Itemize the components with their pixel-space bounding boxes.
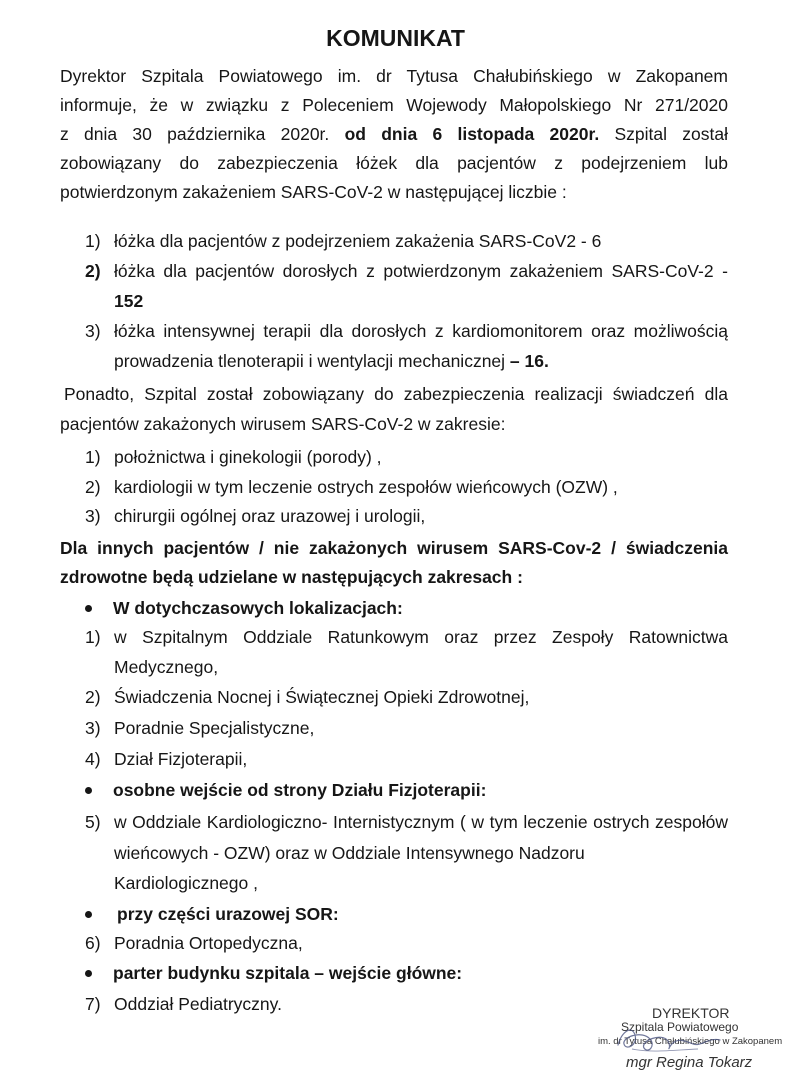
list-number: 2) xyxy=(85,687,101,707)
heading-text: przy części urazowej SOR: xyxy=(117,904,339,924)
stamp-name: mgr Regina Tokarz xyxy=(626,1054,753,1071)
page-title: KOMUNIKAT xyxy=(326,25,465,51)
heading-text: osobne wejście od strony Działu Fizjoterapii: xyxy=(113,780,487,800)
scope-intro-line: pacjentów zakażonych wirusem SARS-CoV-2 w zakresie: xyxy=(60,414,506,434)
stamp-title: DYREKTOR xyxy=(652,1005,730,1021)
bullet-icon xyxy=(85,787,92,794)
list-row xyxy=(0,932,791,954)
intro-text: z dnia 30 października 2020r. xyxy=(60,124,330,144)
list-text: kardiologii w tym leczenie ostrych zespołów wieńcowych (OZW) , xyxy=(114,477,618,497)
handwritten-signature xyxy=(612,1019,728,1061)
list-number: 2) xyxy=(85,261,101,281)
other-patients-line: zdrowotne będą udzielane w następujących zakresach : xyxy=(60,567,523,587)
list-text: łóżka intensywnej terapii dla dorosłych z kardiomonitorem oraz możliwością xyxy=(114,321,728,341)
list-row xyxy=(0,626,791,648)
scope-intro-line: Ponadto, Szpital został zobowiązany do zabezpieczenia realizacji świadczeń dla xyxy=(64,384,728,404)
list-row xyxy=(0,260,791,282)
list-number: 5) xyxy=(85,812,101,832)
list-item xyxy=(0,505,791,527)
list-text: w Szpitalnym Oddziale Ratunkowym oraz przez Zespoły Ratownictwa xyxy=(114,627,728,647)
bullet-heading xyxy=(0,597,791,619)
heading-text: W dotychczasowych lokalizacjach: xyxy=(113,598,403,618)
list-number: 1) xyxy=(85,627,101,647)
intro-line: potwierdzonym zakażeniem SARS-CoV-2 w następującej liczbie : xyxy=(60,182,567,202)
effective-date: od dnia 6 listopada 2020r. xyxy=(344,124,600,144)
list-item xyxy=(0,476,791,498)
intro-line: zobowiązany do zabezpieczenia łóżek dla pacjentów z podejrzeniem lub xyxy=(60,153,728,173)
bed-count: – 16. xyxy=(509,351,549,371)
list-number: 3) xyxy=(85,321,101,341)
other-patients-line: Dla innych pacjentów / nie zakażonych wirusem SARS-Cov-2 / świadczenia xyxy=(60,538,728,558)
list-row xyxy=(0,872,791,894)
list-number: 6) xyxy=(85,933,101,953)
list-text: Medycznego, xyxy=(114,657,219,677)
stamp-institution-full: im. dr Tytusa Chałubińskiego w Zakopanem xyxy=(598,1036,783,1047)
list-text: Kardiologicznego , xyxy=(114,873,258,893)
list-text: położnictwa i ginekologii (porody) , xyxy=(114,447,382,467)
list-row xyxy=(0,686,791,708)
list-number: 1) xyxy=(85,231,101,251)
heading-text: parter budynku szpitala – wejście główne: xyxy=(113,963,463,983)
list-row xyxy=(0,811,791,833)
intro-line: Dyrektor Szpitala Powiatowego im. dr Tytusa Chałubińskiego w Zakopanem xyxy=(60,66,728,86)
bullet-heading xyxy=(0,779,791,801)
list-row xyxy=(0,656,791,678)
list-text: Poradnie Specjalistyczne, xyxy=(114,718,315,738)
stamp-institution: Szpitala Powiatowego xyxy=(621,1020,739,1034)
bullet-heading xyxy=(0,903,791,925)
list-item xyxy=(0,446,791,468)
list-number: 4) xyxy=(85,749,101,769)
list-row xyxy=(0,230,791,252)
list-text: prowadzenia tlenoterapii i wentylacji mechanicznej xyxy=(114,351,506,371)
list-number: 2) xyxy=(85,477,101,497)
intro-text: Szpital został xyxy=(614,124,728,144)
list-number: 3) xyxy=(85,718,101,738)
list-text: wieńcowych - OZW) oraz w Oddziale Intensywnego Nadzoru xyxy=(114,843,585,863)
list-text: w Oddziale Kardiologiczno- Internistycznym ( w tym leczenie ostrych zespołów xyxy=(114,812,728,832)
list-text-continuation xyxy=(114,350,549,372)
bullet-heading xyxy=(0,962,791,984)
intro-line xyxy=(60,123,728,145)
bullet-icon xyxy=(85,911,92,918)
list-text: łóżka dla pacjentów z podejrzeniem zakażenia SARS-CoV2 - 6 xyxy=(114,231,602,251)
list-number: 3) xyxy=(85,506,101,526)
list-row xyxy=(0,290,791,312)
list-row xyxy=(0,350,791,372)
list-text: chirurgii ogólnej oraz urazowej i urologii, xyxy=(114,506,426,526)
list-text: Oddział Pediatryczny. xyxy=(114,994,282,1014)
list-row xyxy=(0,717,791,739)
list-text: Poradnia Ortopedyczna, xyxy=(114,933,303,953)
list-row xyxy=(0,320,791,342)
list-number: 7) xyxy=(85,994,101,1014)
list-text: Dział Fizjoterapii, xyxy=(114,749,248,769)
list-row xyxy=(0,842,791,864)
list-text: łóżka dla pacjentów dorosłych z potwierdzonym zakażeniem SARS-CoV-2 - xyxy=(114,261,728,281)
intro-line: informuje, że w związku z Poleceniem Wojewody Małopolskiego Nr 271/2020 xyxy=(60,95,728,115)
bullet-icon xyxy=(85,970,92,977)
bullet-icon xyxy=(85,605,92,612)
list-text: Świadczenia Nocnej i Świątecznej Opieki Zdrowotnej, xyxy=(114,687,530,707)
bed-count: 152 xyxy=(114,291,144,311)
list-row xyxy=(0,748,791,770)
list-number: 1) xyxy=(85,447,101,467)
